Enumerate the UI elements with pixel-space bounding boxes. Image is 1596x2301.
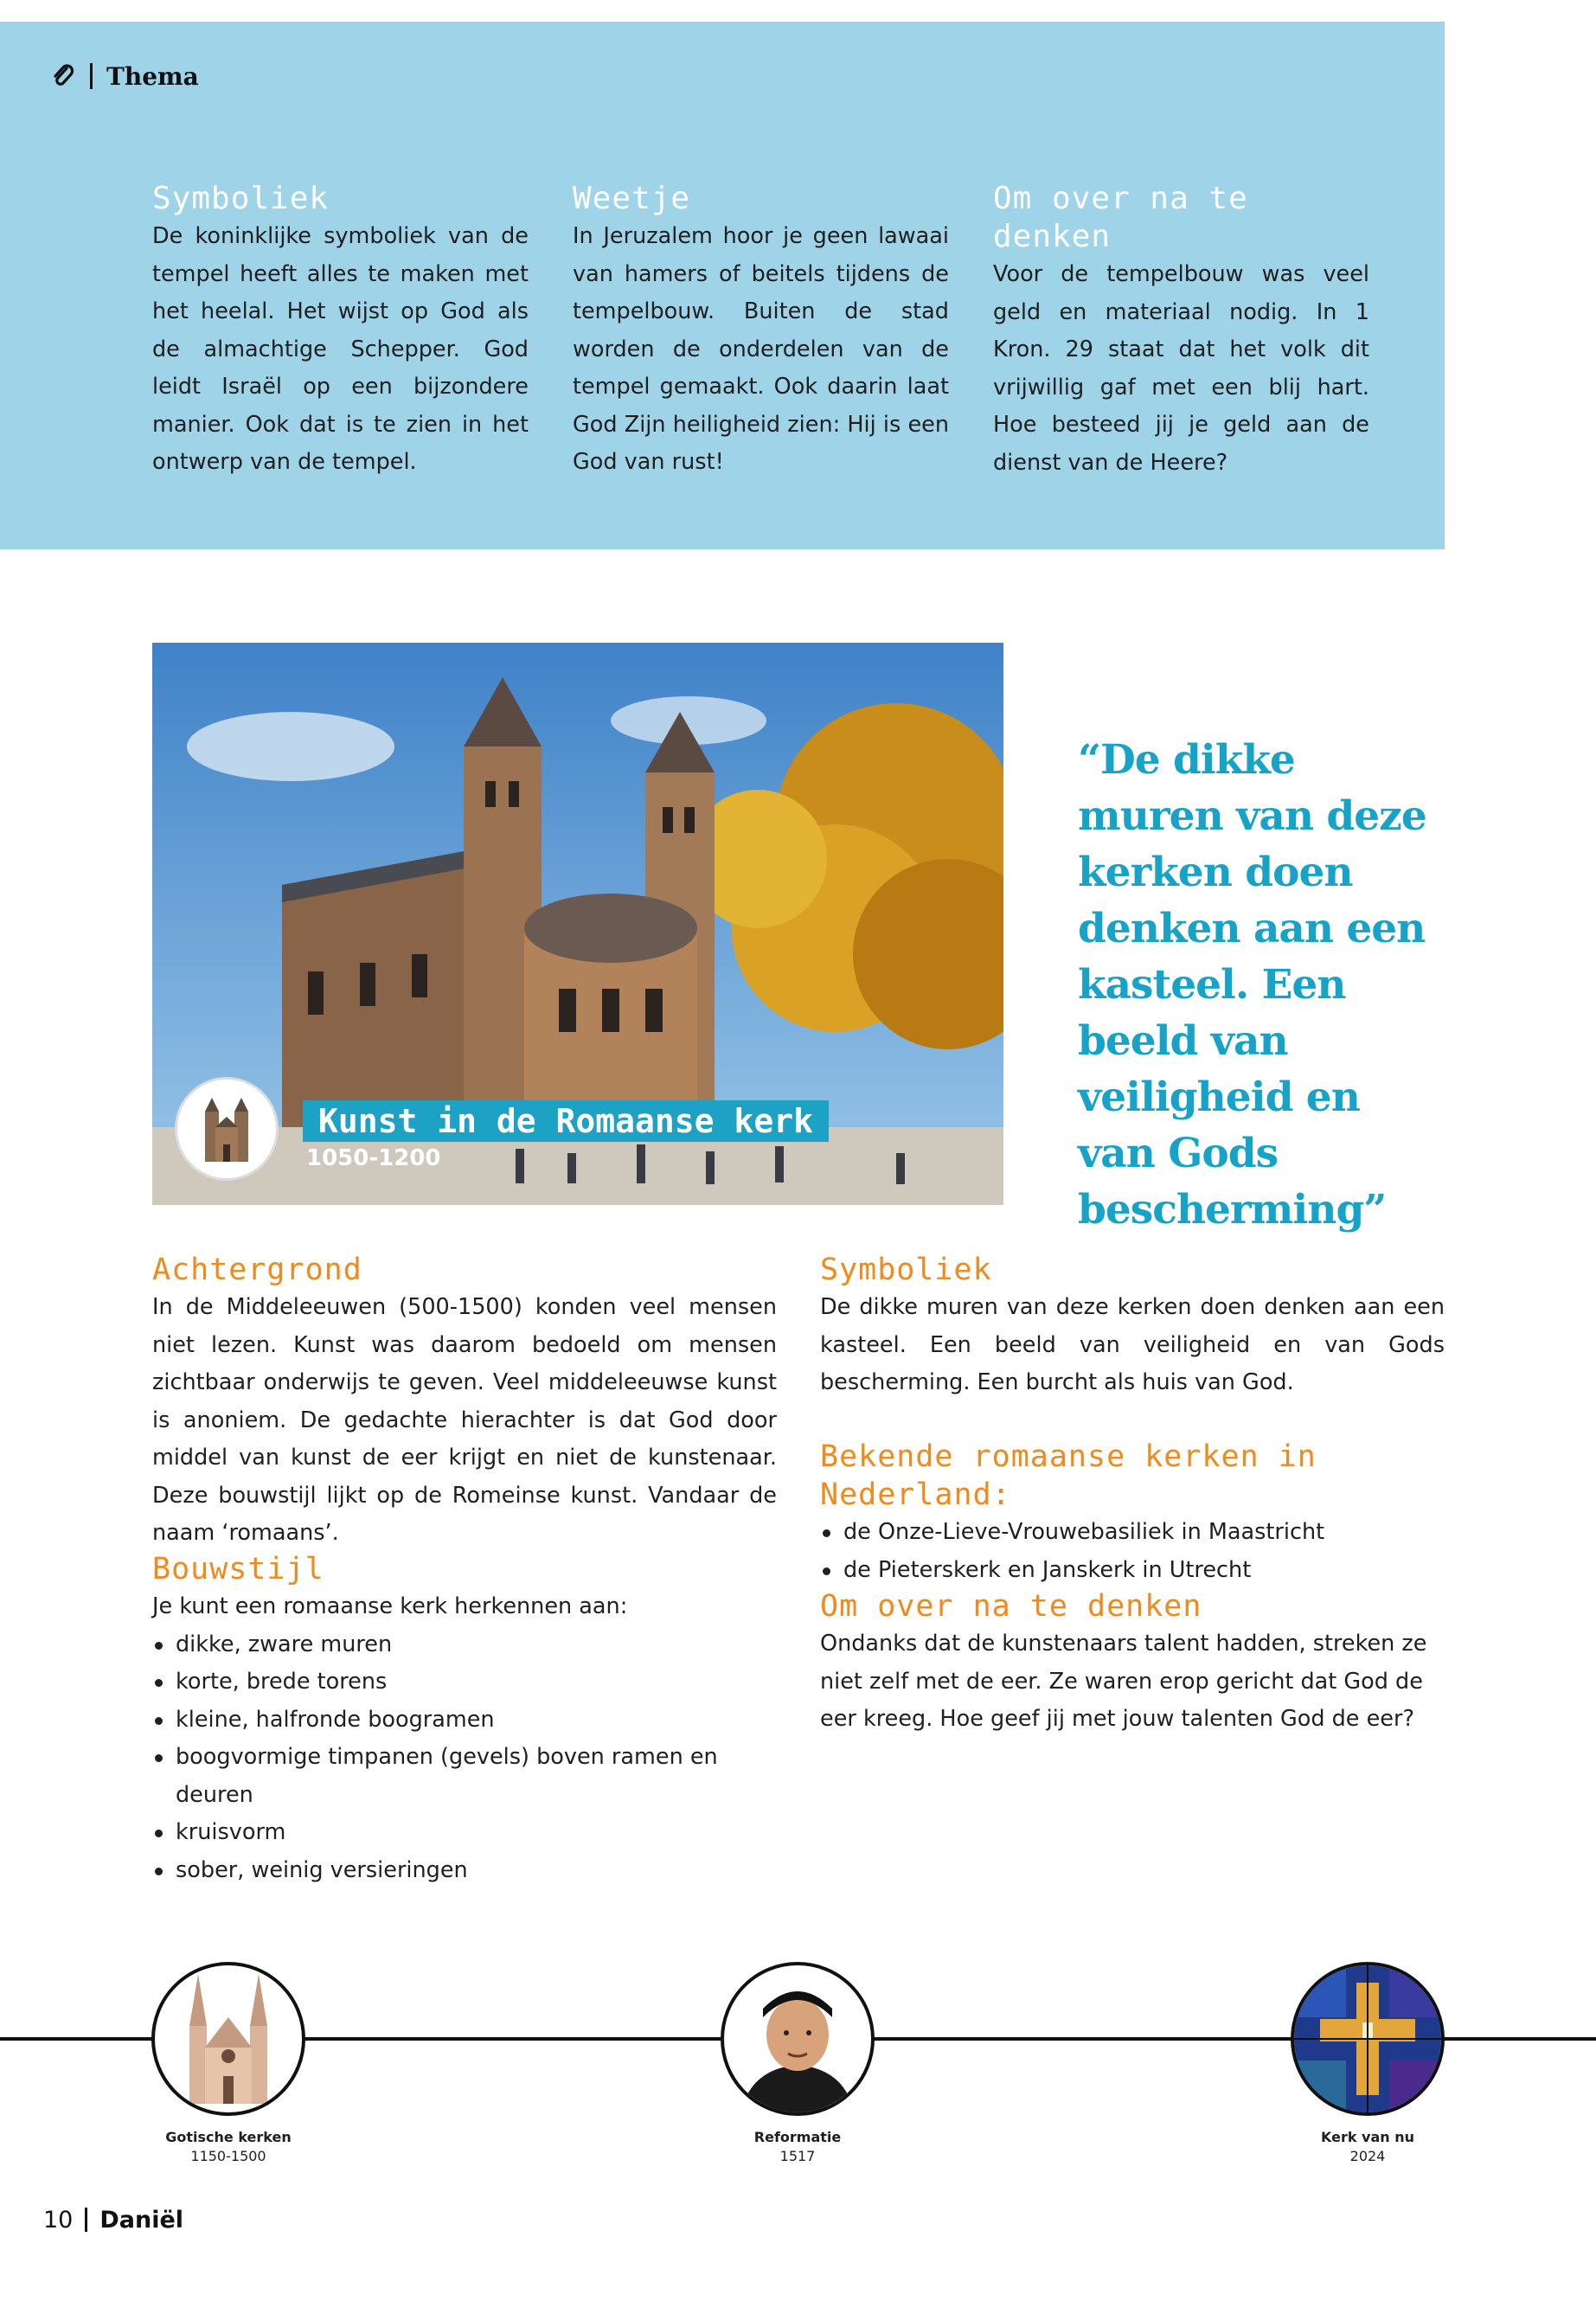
symboliek-section [820,1251,1445,1402]
section-label: Thema [106,61,199,91]
list-item: kruisvorm [152,1814,777,1852]
list-item: kleine, halfronde boogramen [152,1702,777,1740]
column-heading: Weetje [573,181,691,216]
timeline-years: 1150-1500 [190,2148,266,2164]
column-text: In Jeruzalem hoor je geen lawaai van hamers of beitels tijdens de tempelbouw. Buiten de stad worden de onderdelen van de tempel gemaakt. Ook daarin laat God Zijn heiligheid zien: Hij is een God van rust! [573,223,949,475]
section-heading: Symboliek [820,1253,992,1287]
gothic-church-icon [155,1965,302,2112]
timeline-title: Reformatie [753,2129,842,2145]
luther-portrait-icon [724,1965,871,2112]
timeline-title: Kerk van nu [1320,2129,1415,2145]
bouwstijl-section [152,1550,777,1889]
magazine-name: Daniël [99,2206,184,2234]
section-heading: Bekende romaanse kerken in Nederland: [820,1439,1317,1512]
column-heading: Symboliek [152,181,330,216]
photo-caption-years: 1050-1200 [306,1145,441,1171]
timeline-label-gothic [125,2128,332,2166]
list-item: dikke, zware muren [152,1626,777,1664]
timeline-node-reformation [721,1962,875,2116]
timeline-label-today [1264,2128,1471,2166]
stained-glass-cross-icon [1294,1965,1441,2112]
section-text: Ondanks dat de kunstenaars talent hadden, streken ze niet zelf met de eer. Ze waren erop gericht dat God de eer kreeg. Hoe geef jij met jouw talenten God de eer? [820,1631,1427,1732]
section-heading: Achtergrond [152,1253,362,1287]
column-text: Voor de tempelbouw was veel geld en materiaal nodig. In 1 Kron. 29 staat dat het volk dit vrijwillig gaf met een blij hart. Hoe besteed jij je geld aan de dienst van de Heere? [993,261,1369,476]
weetje-column [573,180,949,482]
section-heading: Om over na te denken [820,1589,1202,1624]
timeline-node-today [1291,1962,1445,2116]
romanesque-church-badge [175,1077,279,1181]
achtergrond-section [152,1251,777,1553]
section-heading: Bouwstijl [152,1552,324,1586]
reflection-section [820,1587,1445,1739]
section-text: De dikke muren van deze kerken doen denken aan een kasteel. Een beeld van veiligheid en van Gods bescherming. Een burcht als huis van God. [820,1294,1445,1395]
pull-quote: “De dikke muren van deze kerken doen denken aan een kasteel. Een beeld van veiligheid en van Gods bescherming” [1078,736,1426,1234]
feature-list [152,1626,777,1890]
column-heading: Om over na te denken [993,181,1248,254]
list-item: boogvormige timpanen (gevels) boven ramen en deuren [152,1739,777,1814]
timeline-years: 1517 [779,2148,816,2164]
symboliek-column [152,180,529,482]
header-divider [90,63,93,89]
section-intro: Je kunt een romaanse kerk herkennen aan: [152,1593,628,1619]
romanesque-church-icon [198,1094,255,1163]
list-item: de Onze-Lieve-Vrouwebasiliek in Maastricht [820,1514,1445,1552]
known-churches-section [820,1438,1445,1589]
timeline-years: 2024 [1349,2148,1386,2164]
timeline-label-reformation [694,2128,901,2166]
paperclip-icon [50,63,76,89]
page-number: 10 [43,2206,74,2234]
column-text: De koninklijke symboliek van de tempel heeft alles te maken met het heelal. Het wijst op God als de almachtige Schepper. God leidt Israël op een bijzondere manier. Ook dat is te zien in het ontwerp van de tempel. [152,223,529,475]
section-header [50,59,199,93]
reflection-column [993,180,1369,482]
list-item: korte, brede torens [152,1663,777,1702]
church-list [820,1514,1445,1589]
timeline-node-gothic [151,1962,305,2116]
section-text: In de Middeleeuwen (500-1500) konden veel mensen niet lezen. Kunst was daarom bedoeld om mensen zichtbaar onderwijs te geven. Veel middeleeuwse kunst is anoniem. De gedachte hierachter is dat God door middel van kunst de eer krijgt en niet de kunstenaar. Deze bouwstijl lijkt op de Romeinse kunst. Vandaar de naam ‘romaans’. [152,1294,777,1546]
page-footer [43,2204,183,2235]
photo-caption-title: Kunst in de Romaanse kerk [303,1100,829,1142]
list-item: sober, weinig versieringen [152,1852,777,1890]
timeline-title: Gotische kerken [165,2129,292,2145]
list-item: de Pieterskerk en Janskerk in Utrecht [820,1552,1445,1590]
footer-divider [85,2208,87,2232]
